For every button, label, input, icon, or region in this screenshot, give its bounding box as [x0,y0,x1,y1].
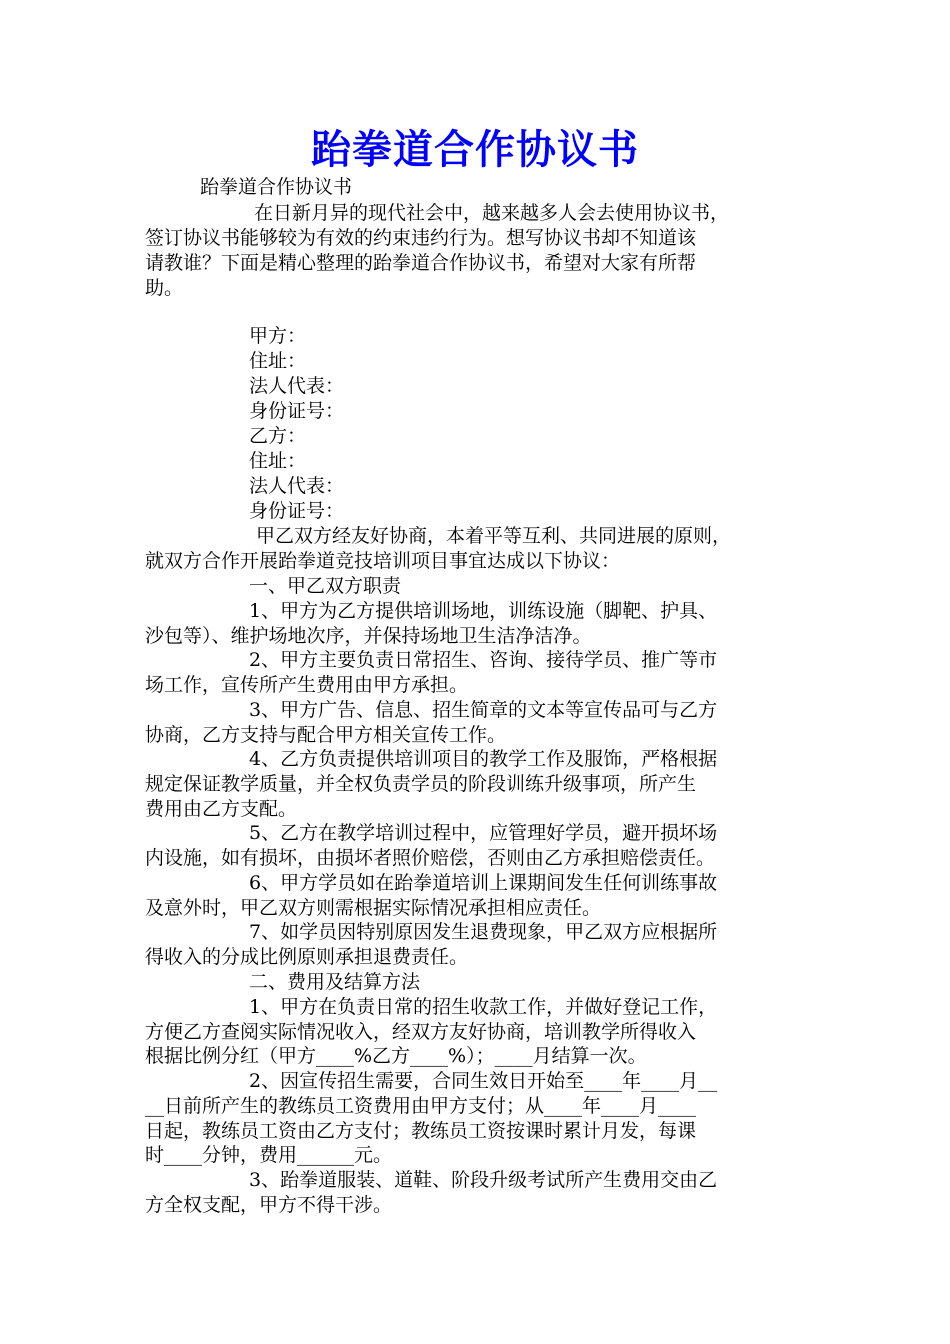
body-line: 方全权支配，甲方不得干涉。 [145,1194,393,1216]
body-line: 根据比例分红（甲方____%乙方____%）；____月结算一次。 [145,1045,647,1067]
intro-line: 签订协议书能够较为有效的约束违约行为。想写协议书却不知道该 [145,227,697,249]
body-line: 5、乙方在教学培训过程中，应管理好学员，避开损坏场 [249,822,718,844]
body-line: 及意外时，甲乙双方则需根据实际情况承担相应责任。 [145,897,602,919]
section-heading: 二、费用及结算方法 [249,971,421,993]
body-line: 3、甲方广告、信息、招生简章的文本等宣传品可与乙方 [249,699,718,721]
body-line: 1、甲方为乙方提供培训场地，训练设施（脚靶、护具、 [249,600,718,622]
body-line: 6、甲方学员如在跆拳道培训上课期间发生任何训练事故 [249,872,718,894]
body-line: 内设施，如有损坏，由损坏者照价赔偿，否则由乙方承担赔偿责任。 [145,847,716,869]
party-field: 身份证号： [249,500,345,522]
document-subtitle: 跆拳道合作协议书 [200,176,353,198]
body-line: 规定保证教学质量，并全权负责学员的阶段训练升级事项，所产生 [145,773,697,795]
body-line: 7、如学员因特别原因发生退费现象，甲乙双方应根据所 [249,921,718,943]
intro-line: 在日新月异的现代社会中，越来越多人会去使用协议书， [254,202,730,224]
body-line: 沙包等）、维护场地次序，并保持场地卫生洁净洁净。 [145,625,592,647]
body-line: 方便乙方查阅实际情况收入，经双方友好协商，培训教学所得收入 [145,1021,697,1043]
party-field: 住址： [249,350,307,372]
party-field: 法人代表： [249,375,345,397]
section-heading: 一、甲乙双方职责 [249,575,402,597]
body-line: 场工作，宣传所产生费用由甲方承担。 [145,674,469,696]
body-line: __日前所产生的教练员工资费用由甲方支付；从____年____月____ [145,1095,697,1117]
body-line: 时____分钟，费用______元。 [145,1144,393,1166]
party-field: 法人代表： [249,475,345,497]
party-field: 身份证号： [249,400,345,422]
body-line: 费用由乙方支配。 [145,798,298,820]
document-title: 跆拳道合作协议书 [311,126,639,173]
party-field: 乙方： [249,425,307,447]
party-field: 甲方： [249,325,307,347]
party-field: 住址： [249,450,307,472]
body-line: 得收入的分成比例原则承担退费责任。 [145,946,469,968]
intro-line: 助。 [145,277,184,299]
body-line: 就双方合作开展跆拳道竞技培训项目事宜达成以下协议： [145,550,621,572]
body-line: 1、甲方在负责日常的招生收款工作，并做好登记工作， [249,996,718,1018]
body-line: 2、因宣传招生需要，合同生效日开始至____年____月__ [249,1070,718,1092]
body-line: 3、跆拳道服装、道鞋、阶段升级考试所产生费用交由乙 [249,1169,718,1191]
body-line: 协商，乙方支持与配合甲方相关宣传工作。 [145,724,507,746]
body-line: 2、甲方主要负责日常招生、咨询、接待学员、推广等市 [249,649,718,671]
body-line: 4、乙方负责提供培训项目的教学工作及服饰，严格根据 [249,748,718,770]
intro-line: 请教谁？下面是精心整理的跆拳道合作协议书，希望对大家有所帮 [145,252,697,274]
body-line: 日起，教练员工资由乙方支付；教练员工资按课时累计月发，每课 [145,1120,697,1142]
body-line: 甲乙双方经友好协商，本着平等互利、共同进展的原则， [256,525,732,547]
